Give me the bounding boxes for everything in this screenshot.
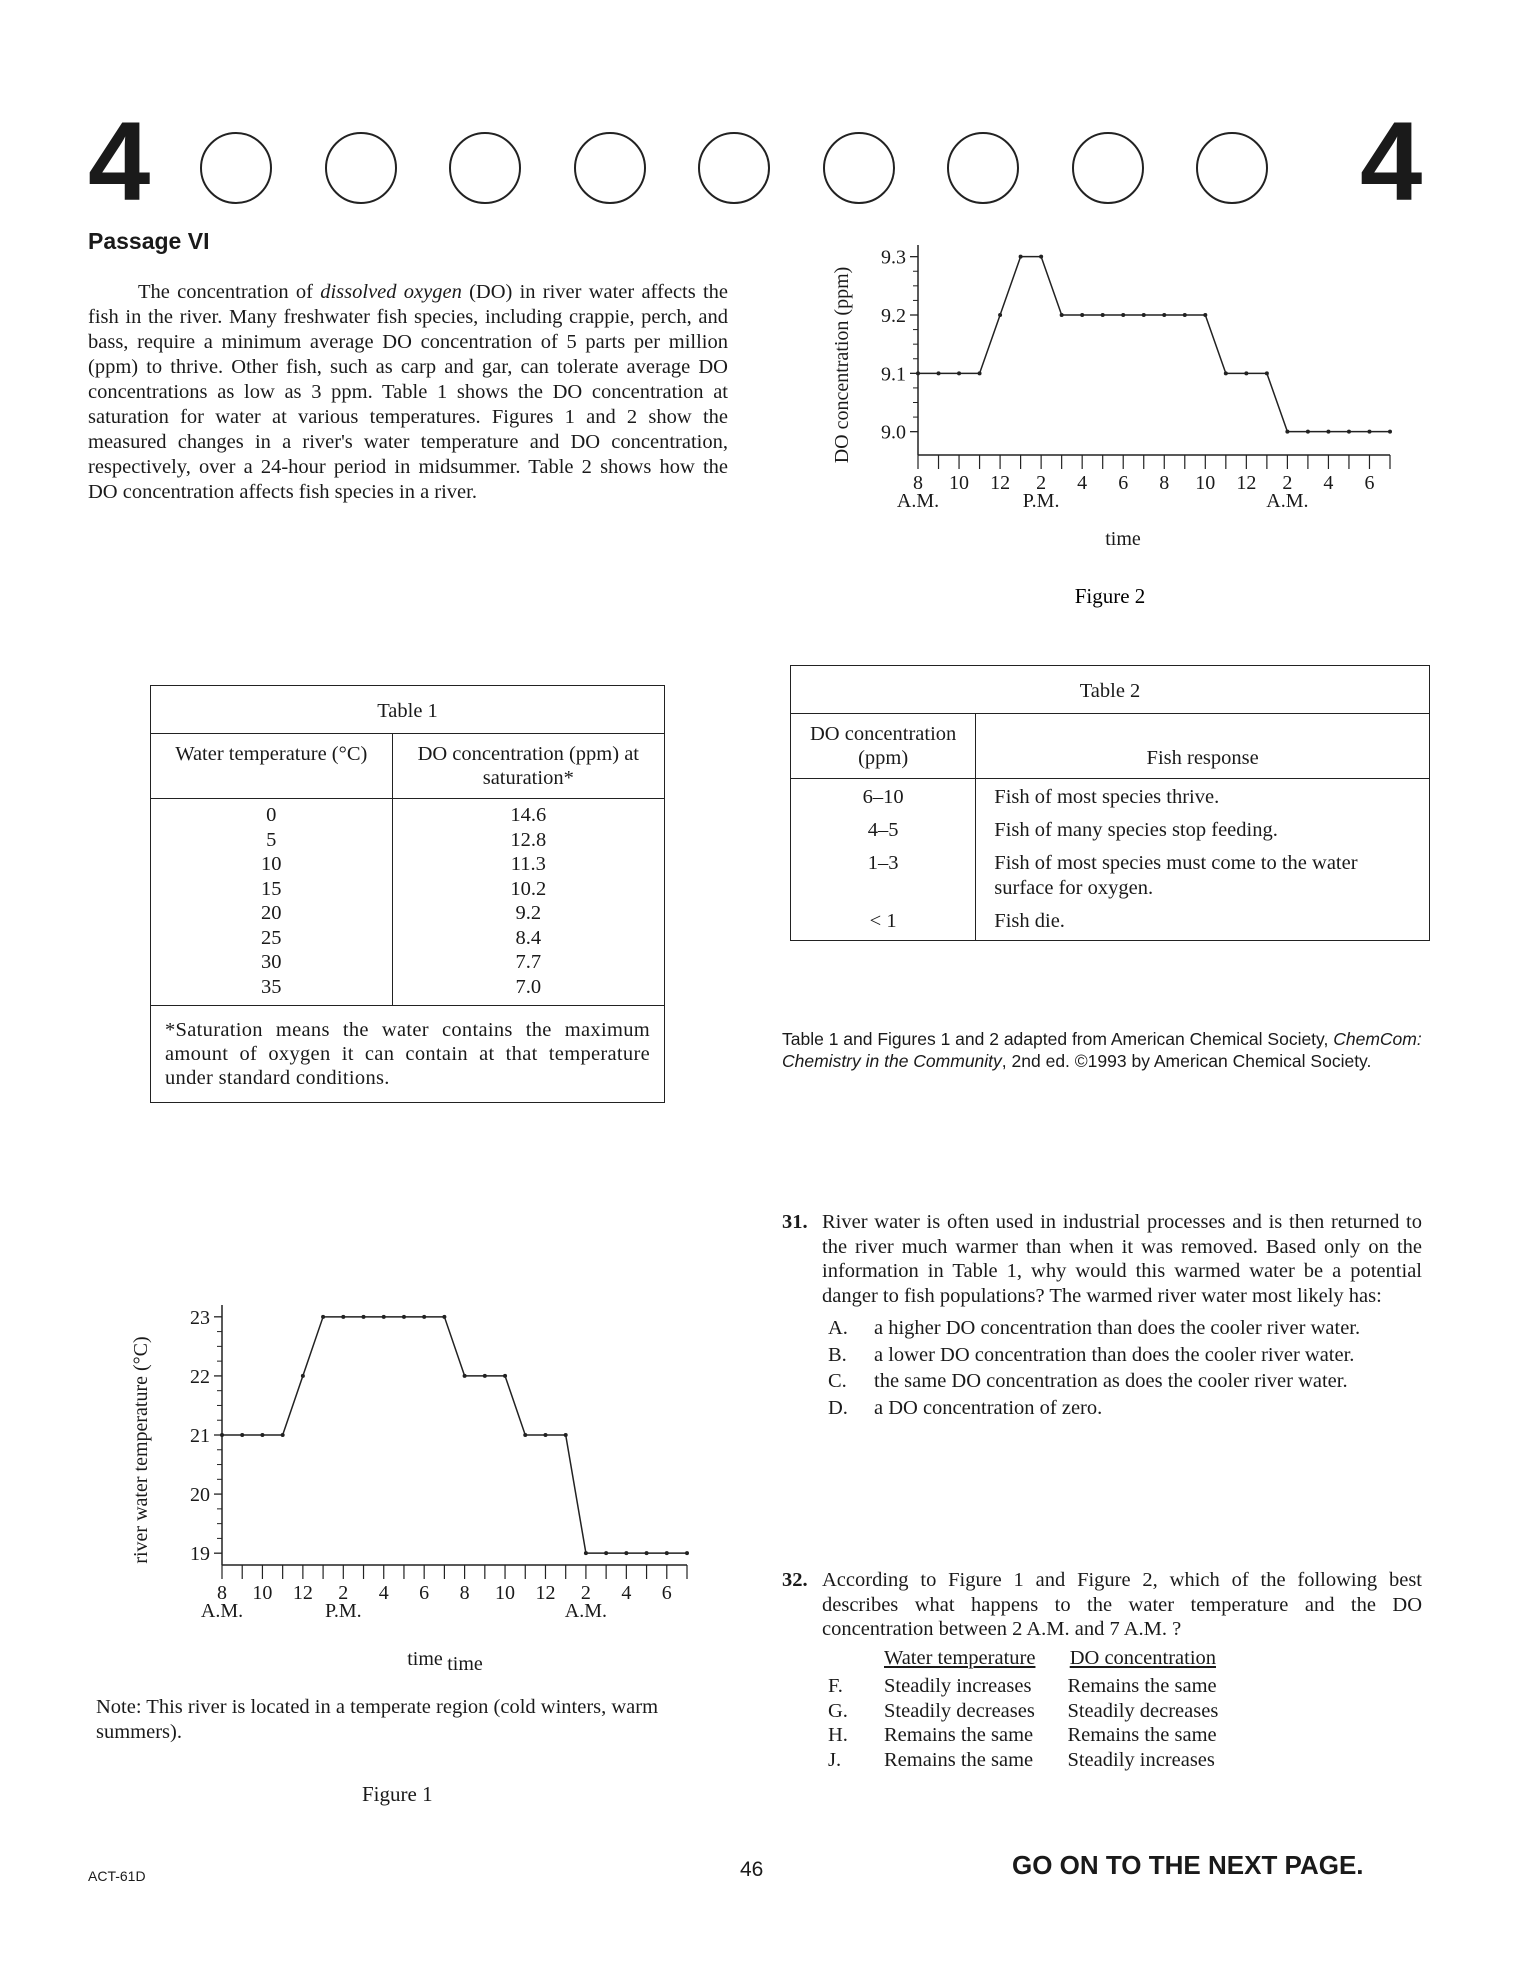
figure-2-data-point <box>1101 313 1105 317</box>
figure-1-x-tick-label: 12 <box>535 1582 556 1604</box>
table-1-temperature: 20 <box>261 902 282 924</box>
figure-2-xlabel: time <box>1105 528 1141 550</box>
table-1-concentrations <box>392 799 664 1006</box>
passage-term: dissolved oxygen <box>320 281 462 303</box>
figure-1-data-point <box>665 1551 669 1555</box>
figure-2-ylabel: DO concentration (ppm) <box>831 266 853 464</box>
figure-2-x-tick-label: 4 <box>1323 472 1334 494</box>
figure-1-data-point <box>240 1433 244 1437</box>
figure-1-chart <box>125 1285 725 1675</box>
table-1-concentration: 11.3 <box>510 853 546 875</box>
figure-2-data-point <box>978 371 982 375</box>
option-water: Steadily decreases <box>884 1699 1035 1722</box>
figure-1-y-tick-label: 19 <box>190 1543 210 1566</box>
figure-1-data-point <box>564 1433 568 1437</box>
header-circle <box>823 132 895 204</box>
table-2-response: Fish of most species thrive. <box>994 786 1220 808</box>
figure-2-x-tick-label: 6 <box>1364 472 1375 494</box>
header-circle <box>325 132 397 204</box>
figure-1-xlabel-text: time <box>407 1648 443 1670</box>
figure-2-x-tick-label: 12 <box>990 472 1011 494</box>
option-letter: G. <box>828 1699 848 1722</box>
figure-1-data-point <box>483 1374 487 1378</box>
table-2-do: < 1 <box>869 910 897 932</box>
figure-2-series-line <box>918 257 1390 432</box>
option-text: the same DO concentration as does the cooler river water. <box>874 1370 1348 1392</box>
figure-1-data-point <box>301 1374 305 1378</box>
table-1-concentration: 7.7 <box>515 951 542 973</box>
figure-2-data-point <box>1203 313 1207 317</box>
answer-option[interactable] <box>828 1748 1228 1773</box>
question-stem: According to Figure 1 and Figure 2, which of the following best describes what happens to the water temperature and the DO concentration between 2 A.M. and 7 A.M. ? <box>822 1569 1422 1640</box>
answer-option[interactable] <box>828 1343 1422 1368</box>
option-letter: J. <box>828 1748 842 1771</box>
figure-2-data-point <box>937 371 941 375</box>
figure-2-x-period-label: A.M. <box>896 490 940 512</box>
table-1-concentration: 9.2 <box>515 902 542 924</box>
option-do: Remains the same <box>1067 1675 1217 1697</box>
answer-option[interactable] <box>828 1396 1422 1421</box>
figure-1-data-point <box>584 1551 588 1555</box>
footer-code: ACT-61D <box>88 1868 146 1884</box>
figure-2-data-point <box>916 371 920 375</box>
option-letter: H. <box>828 1724 848 1746</box>
figure-2-data-point <box>1162 313 1166 317</box>
figure-1-x-period-label: A.M. <box>564 1600 608 1622</box>
figure-1-data-point <box>422 1315 426 1319</box>
credit-before: Table 1 and Figures 1 and 2 adapted from American Chemical Society, <box>782 1029 1334 1049</box>
figure-2-y-tick-label: 9.1 <box>881 363 906 386</box>
figure-1-y-tick-label: 20 <box>190 1484 210 1507</box>
figure-1-data-point <box>624 1551 628 1555</box>
figure-1-x-tick-label: 4 <box>378 1582 389 1604</box>
figure-2-data-point <box>1285 430 1289 434</box>
figure-2-data-point <box>1039 255 1043 259</box>
header-circle <box>449 132 521 204</box>
figure-2-x-tick-label: 10 <box>949 472 970 494</box>
figure-1-x-tick-label: 6 <box>419 1582 430 1604</box>
table-2-response: Fish of many species stop feeding. <box>994 819 1278 841</box>
figure-2-x-tick-label: 12 <box>1236 472 1257 494</box>
answer-option[interactable] <box>828 1674 1228 1699</box>
figure-2-data-point <box>1019 255 1023 259</box>
table-1-temperature: 35 <box>261 975 282 998</box>
figure-2-data-point <box>1224 371 1228 375</box>
passage-text <box>88 280 728 505</box>
figure-1-caption: Figure 1 <box>362 1782 433 1806</box>
figure-2-x-tick-label: 2 <box>1282 472 1293 494</box>
option-text: a DO concentration of zero. <box>874 1396 1103 1419</box>
option-text: a higher DO concentration than does the cooler river water. <box>874 1317 1361 1339</box>
table-2-do: 6–10 <box>862 786 904 808</box>
figure-2-data-point <box>1142 313 1146 317</box>
answer-option[interactable] <box>828 1723 1228 1748</box>
answer-option[interactable] <box>828 1316 1422 1341</box>
figure-1-data-point <box>220 1433 224 1437</box>
option-letter: C. <box>828 1370 847 1392</box>
figure-1-x-tick-label: 6 <box>661 1582 672 1604</box>
figure-2-data-point <box>1121 313 1125 317</box>
figure-1-xlabel: time <box>447 1653 483 1675</box>
figure-1-data-point <box>260 1433 264 1437</box>
credit-title: ChemCom: Chemistry in the Community <box>782 1029 1422 1071</box>
figure-1-x-tick-label: 10 <box>252 1582 273 1604</box>
figure-1-data-point <box>463 1374 467 1378</box>
figure-1-data-point <box>685 1551 689 1555</box>
option-text: a lower DO concentration than does the cooler river water. <box>874 1343 1355 1366</box>
option-water: Remains the same <box>884 1748 1034 1771</box>
figure-1-data-point <box>362 1315 366 1319</box>
figure-2-data-point <box>1265 371 1269 375</box>
figure-2-chart <box>808 225 1408 625</box>
table-1-temperature: 10 <box>261 853 282 875</box>
figure-1-x-tick-label: 2 <box>580 1582 591 1604</box>
table-1-concentration: 8.4 <box>515 926 542 949</box>
col-header-water: Water temperature <box>884 1646 1036 1669</box>
option-do: Steadily increases <box>1067 1748 1215 1771</box>
figure-2-data-point <box>1060 313 1064 317</box>
figure-2-data-point <box>957 371 961 375</box>
figure-2-x-period-label: A.M. <box>1266 490 1309 512</box>
table-1-temperature: 25 <box>261 926 282 949</box>
passage-title: Passage VI <box>88 228 210 254</box>
table-1-concentration: 10.2 <box>510 877 547 900</box>
figure-2-data-point <box>1183 313 1187 317</box>
figure-1-ylabel: river water temperature (°C) <box>130 1336 152 1564</box>
table-1 <box>150 685 665 1103</box>
credit-after: , 2nd ed. ©1993 by American Chemical Society. <box>1001 1051 1372 1071</box>
question-stem: River water is often used in industrial processes and is then returned to the river much warmer than when it was removed. Based only on the information in Table 1, why would this warmed water be a potential danger to fish populations? The warmed river water most likely has: <box>822 1211 1422 1307</box>
table-2-response: Fish die. <box>994 910 1065 932</box>
table-2-col1-header: DO concentration (ppm) <box>791 714 976 779</box>
figure-1-data-point <box>341 1315 345 1319</box>
question-31 <box>782 1210 1422 1420</box>
header-circle <box>574 132 646 204</box>
table-1-footnote: *Saturation means the water contains the maximum amount of oxygen it can contain at that temperature under standard conditions. <box>151 1006 665 1103</box>
table-1-temperature: 5 <box>266 828 277 851</box>
figure-2-data-point <box>1347 430 1351 434</box>
section-number-left: 4 <box>88 99 151 224</box>
option-water: Remains the same <box>884 1724 1034 1746</box>
figure-1-y-tick-label: 21 <box>190 1425 210 1447</box>
figure-2-data-point <box>1367 430 1371 434</box>
figure-1-x-tick-label: 8 <box>459 1582 470 1604</box>
table-1-temperature: 15 <box>261 877 282 900</box>
figure-2-x-tick-label: 4 <box>1077 472 1088 494</box>
table-2-do: 4–5 <box>867 819 899 841</box>
answer-table <box>828 1646 1228 1773</box>
option-letter: B. <box>828 1343 847 1366</box>
header-circle <box>698 132 770 204</box>
table-1-col1-header: Water temperature (°C) <box>151 734 393 799</box>
table-2 <box>790 665 1430 941</box>
next-page-label: GO ON TO THE NEXT PAGE. <box>1012 1850 1364 1880</box>
figure-2-caption: Figure 2 <box>1074 584 1146 608</box>
figure-2-data-point <box>1244 371 1248 375</box>
table-1-concentration: 14.6 <box>510 804 547 826</box>
table-2-col2-header: Fish response <box>976 714 1430 779</box>
figure-1-data-point <box>382 1315 386 1319</box>
passage-text-start: The concentration of <box>138 281 321 303</box>
section-number-right: 4 <box>1360 99 1423 224</box>
table-1-concentration: 7.0 <box>515 975 542 998</box>
table-2-title: Table 2 <box>791 666 1430 714</box>
col-header-do: DO concentration <box>1069 1646 1217 1669</box>
figure-2-y-tick-label: 9.2 <box>881 305 906 327</box>
answer-option[interactable] <box>828 1369 1422 1394</box>
figure-1-x-period-label: P.M. <box>324 1600 362 1622</box>
figure-2-x-tick-label: 2 <box>1036 472 1047 494</box>
figure-2-y-tick-label: 9.3 <box>881 246 906 269</box>
figure-1-data-point <box>645 1551 649 1555</box>
table-1-temperatures <box>151 799 393 1006</box>
table-1-temperature: 0 <box>266 804 277 826</box>
figure-1-data-point <box>442 1315 446 1319</box>
table-1-temperature: 30 <box>261 951 282 973</box>
option-letter: A. <box>828 1317 848 1339</box>
figure-2-data-point <box>1326 430 1330 434</box>
figure-2-data-point <box>1080 313 1084 317</box>
credit-text <box>782 1028 1422 1072</box>
figure-2-data-point <box>1306 430 1310 434</box>
question-number: 31. <box>782 1211 808 1233</box>
table-1-col2-header: DO concentration (ppm) at saturation* <box>392 734 664 799</box>
figure-2-data-point <box>1388 430 1392 434</box>
header-circle <box>1196 132 1268 204</box>
figure-1-y-tick-label: 23 <box>190 1306 210 1329</box>
figure-1-data-point <box>543 1433 547 1437</box>
table-1-concentration: 12.8 <box>510 828 547 851</box>
header-circle <box>947 132 1019 204</box>
figure-1-data-point <box>281 1433 285 1437</box>
figure-1-x-tick-label: 4 <box>621 1582 632 1604</box>
figure-1-data-point <box>321 1315 325 1319</box>
table-1-title: Table 1 <box>151 686 665 734</box>
question-32 <box>782 1568 1422 1772</box>
figure-2-x-tick-label: 6 <box>1118 472 1129 494</box>
figure-1-data-point <box>503 1374 507 1378</box>
table-2-do: 1–3 <box>867 852 899 874</box>
figure-1-data-point <box>523 1433 527 1437</box>
question-number: 32. <box>782 1569 808 1591</box>
figure-1-x-tick-label: 10 <box>495 1582 516 1604</box>
passage-text-rest: (DO) in river water affects the fish in the river. Many freshwater fish species, including crappie, perch, and bass, require a minimum average DO concentration of 5 parts per million (ppm) to thrive. Other fish, such as carp and gar, can tolerate average DO concentrations as low as 3 ppm. Table 1 shows the DO concentration at saturation for water at various temperatures. Figures 1 and 2 show the measured changes in a river's water temperature and DO concentration, respectively, over a 24-hour period in midsummer. Table 2 shows how the DO concentration affects fish species in a river. <box>88 281 728 503</box>
header-circle <box>200 132 272 204</box>
figure-2-x-tick-label: 8 <box>1159 472 1170 494</box>
answer-option[interactable] <box>828 1699 1228 1724</box>
option-letter: F. <box>828 1675 843 1697</box>
figure-1-x-tick-label: 8 <box>217 1582 227 1604</box>
option-do: Steadily decreases <box>1067 1699 1219 1722</box>
option-letter: D. <box>828 1396 848 1419</box>
figure-2-x-tick-label: 8 <box>913 472 923 494</box>
figure-1-series-line <box>222 1317 687 1553</box>
header-circle <box>1072 132 1144 204</box>
figure-2-x-period-label: P.M. <box>1022 490 1060 512</box>
figure-1-data-point <box>604 1551 608 1555</box>
figure-1-y-tick-label: 22 <box>190 1365 210 1388</box>
figure-1-x-period-label: A.M. <box>200 1600 244 1622</box>
option-water: Steadily increases <box>884 1675 1032 1697</box>
page-number: 46 <box>740 1858 764 1881</box>
figure-1-x-tick-label: 2 <box>338 1582 349 1604</box>
option-do: Remains the same <box>1067 1724 1217 1746</box>
figure-1-note: Note: This river is located in a temperate region (cold winters, warm summers). <box>96 1696 659 1743</box>
figure-2-x-tick-label: 10 <box>1195 472 1216 494</box>
figure-1-x-tick-label: 12 <box>292 1582 313 1604</box>
figure-2-data-point <box>998 313 1002 317</box>
table-2-response: Fish of most species must come to the water surface for oxygen. <box>994 852 1358 899</box>
figure-2-y-tick-label: 9.0 <box>881 421 906 444</box>
figure-1-data-point <box>402 1315 406 1319</box>
